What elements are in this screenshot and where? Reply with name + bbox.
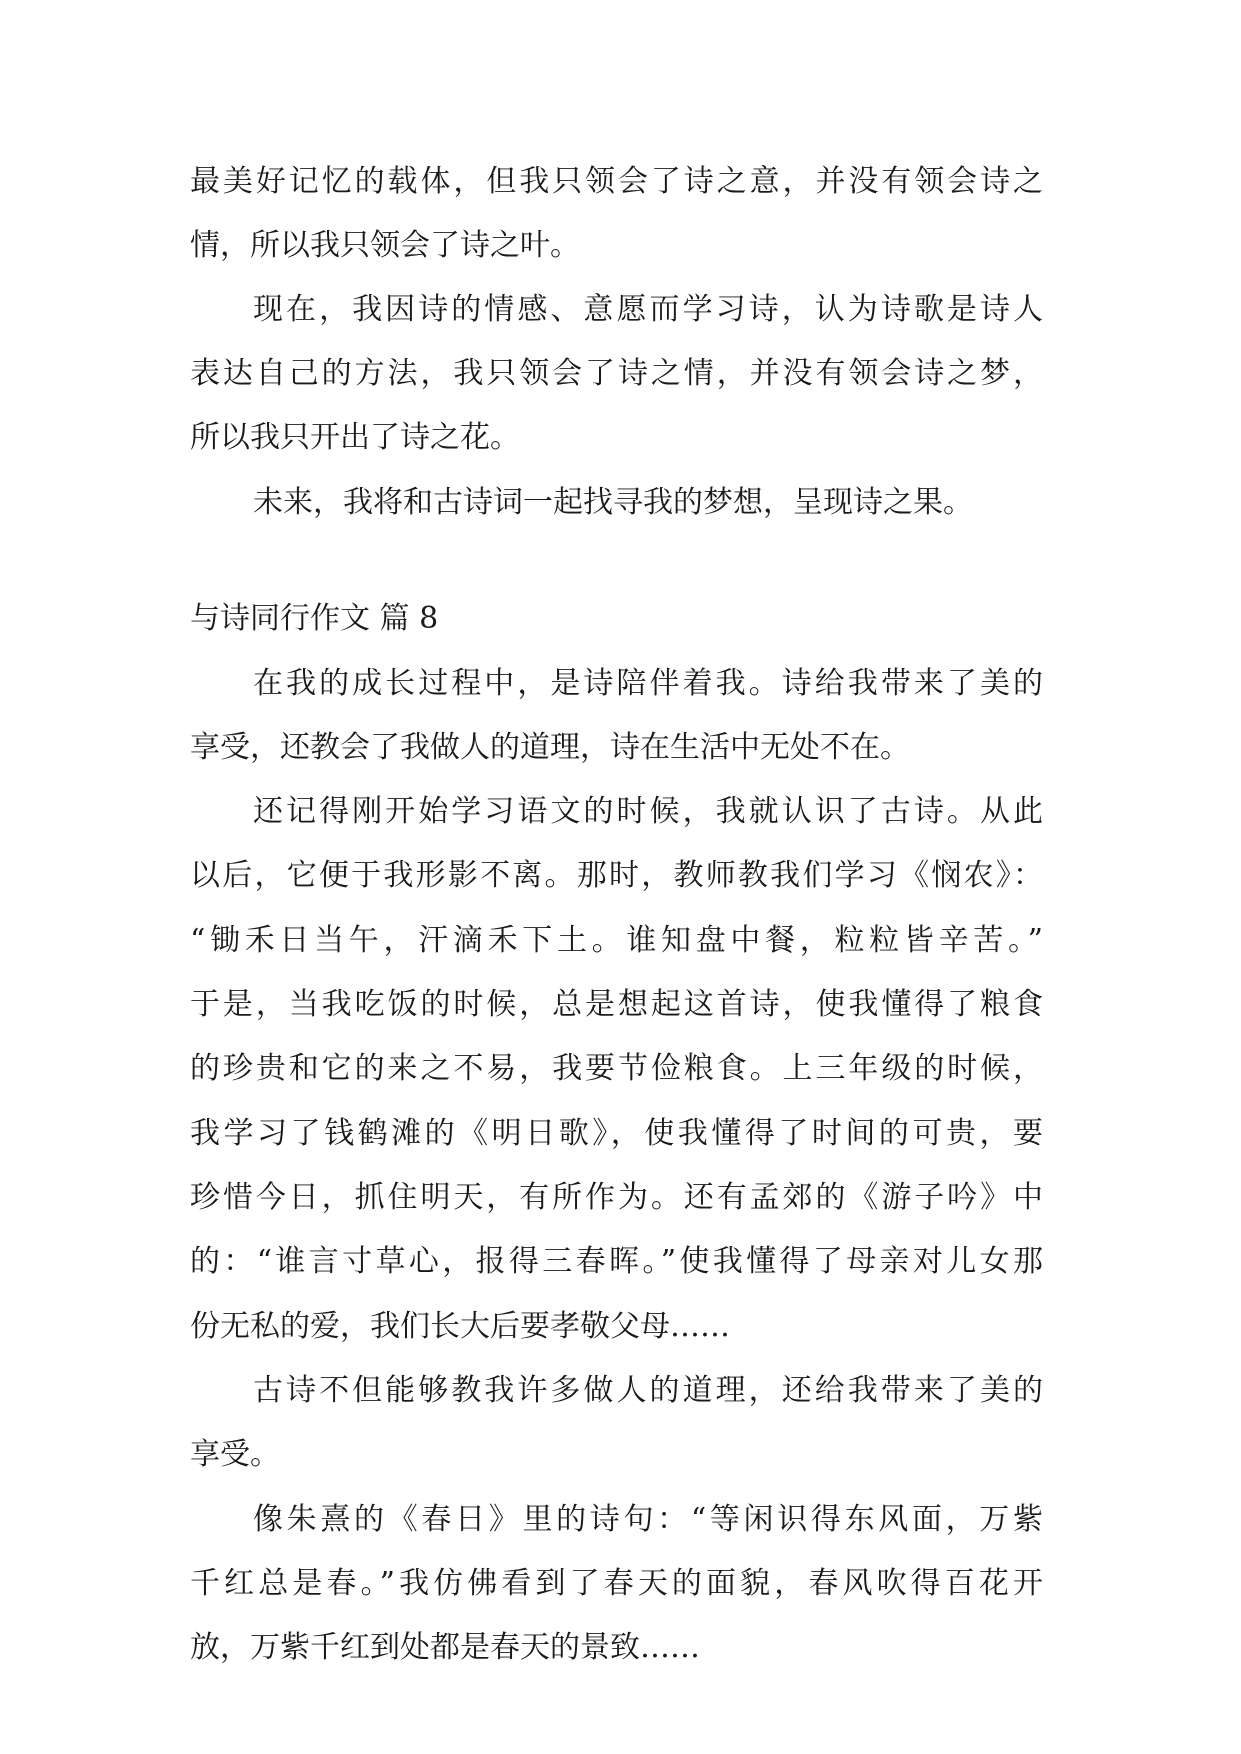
text-line: 我学习了钱鹤滩的《明日歌》，使我懂得了时间的可贵，要 [190,1116,1043,1151]
text-line: 最美好记忆的载体，但我只领会了诗之意，并没有领会诗之 [190,164,1043,199]
section-heading: 与诗同行作文 篇 8 [190,601,439,636]
text-line: “锄禾日当午，汗滴禾下土。谁知盘中餐，粒粒皆辛苦。” [190,923,1043,958]
text-line: 情，所以我只领会了诗之叶。 [190,228,580,263]
text-line: 珍惜今日，抓住明天，有所作为。还有孟郊的《游子吟》中 [190,1180,1043,1215]
text-line: 所以我只开出了诗之花。 [190,420,520,455]
text-line: 表达自己的方法，我只领会了诗之情，并没有领会诗之梦， [190,356,1043,391]
text-line: 于是，当我吃饭的时候，总是想起这首诗，使我懂得了粮食 [190,987,1043,1022]
paragraph-first-line: 古诗不但能够教我许多做人的道理，还给我带来了美的 [253,1373,1043,1408]
text-line: 享受。 [190,1437,280,1472]
text-line: 的：“谁言寸草心，报得三春晖。”使我懂得了母亲对儿女那 [190,1244,1043,1279]
text-line: 的珍贵和它的来之不易，我要节俭粮食。上三年级的时候， [190,1051,1043,1086]
paragraph-first-line: 未来，我将和古诗词一起找寻我的梦想，呈现诗之果。 [253,485,973,520]
text-line: 放，万紫千红到处都是春天的景致…… [190,1630,700,1665]
text-line: 份无私的爱，我们长大后要孝敬父母…… [190,1309,730,1344]
paragraph-first-line: 还记得刚开始学习语文的时候，我就认识了古诗。从此 [253,794,1043,829]
paragraph-first-line: 在我的成长过程中，是诗陪伴着我。诗给我带来了美的 [253,666,1043,701]
text-line: 以后，它便于我形影不离。那时，教师教我们学习《悯农》： [190,858,1043,893]
paragraph-first-line: 像朱熹的《春日》里的诗句：“等闲识得东风面，万紫 [253,1502,1043,1537]
paragraph-first-line: 现在，我因诗的情感、意愿而学习诗，认为诗歌是诗人 [253,292,1043,327]
text-line: 享受，还教会了我做人的道理，诗在生活中无处不在。 [190,730,910,765]
text-line: 千红总是春。”我仿佛看到了春天的面貌，春风吹得百花开 [190,1566,1043,1601]
